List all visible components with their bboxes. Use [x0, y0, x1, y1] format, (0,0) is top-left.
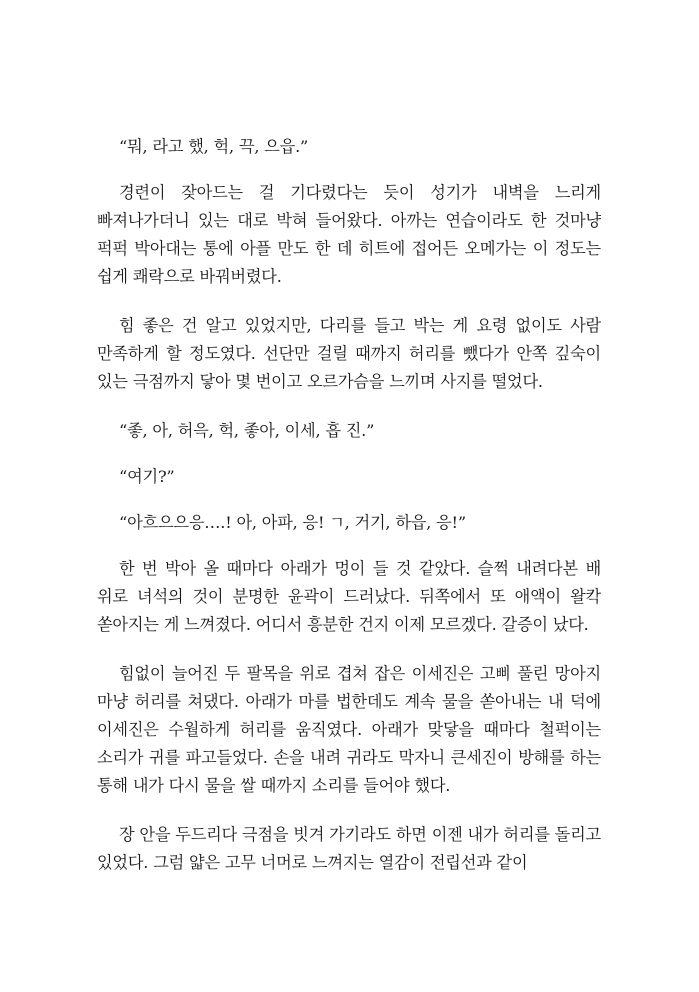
dialog-line-1: “뭐, 라고 했, 헉, 끅, 으읍.” — [119, 137, 309, 156]
paragraph-2: 경련이 잦아드는 걸 기다렸다는 듯이 성기가 내벽을 느리게 빠져나가더니 있는 대로 박혀 들어왔다. 아까는 연습이라도 한 것마냥 퍽퍽 박아대는 통에 아플 만도 한 데 히트에 접어든 오메가는 이 정도는 쉽게 쾌락으로 바꿔버렸다. — [97, 183, 601, 286]
paragraph-3: 힘 좋은 건 알고 있었지만, 다리를 들고 박는 게 요령 없이도 사람 만족하게 할 정도였다. 선단만 걸릴 때까지 허리를 뺐다가 안쪽 깊숙이 있는 극점까지 닿아 몇 번이고 오르가슴을 느끼며 사지를 떨었다. — [97, 316, 601, 391]
paragraph-9: 장 안을 두드리다 극점을 빗겨 가기라도 하면 이젠 내가 허리를 돌리고 있었다. 그럼 얇은 고무 너머로 느껴지는 열감이 전립선과 같이 — [97, 825, 601, 872]
dialog-line-4: “좋, 아, 허윽, 헉, 좋아, 이세, 흡 진.” — [119, 421, 375, 440]
paragraph-8: 힘없이 늘어진 두 팔목을 위로 겹쳐 잡은 이세진은 고삐 풀린 망아지 마냥 허리를 쳐댔다. 아래가 마를 법한데도 계속 물을 쏟아내는 내 덕에 이세진은 수월하게 허리를 움직였다. 아래가 맞닿을 때마다 철퍽이는 소리가 귀를 파고들었다. 손을 내려 귀라도 막자니 큰세진이 방해를 하는 통해 내가 다시 물을 쌀 때까지 소리를 들어야 했다. — [97, 664, 601, 795]
dialog-line-6: “아흐으으응….! 아, 아파, 응! ㄱ, 거기, 하읍, 응!” — [119, 513, 466, 532]
document-page — [97, 133, 601, 898]
paragraph-7: 한 번 박아 올 때마다 아래가 멍이 들 것 같았다. 슬쩍 내려다본 배 위로 녀석의 것이 분명한 윤곽이 드러났다. 뒤쪽에서 또 애액이 왈칵 쏟아지는 게 느껴졌다. 어디서 흥분한 건지 이제 모르겠다. 갈증이 났다. — [97, 559, 601, 634]
dialog-line-5: “여기?” — [119, 467, 175, 486]
